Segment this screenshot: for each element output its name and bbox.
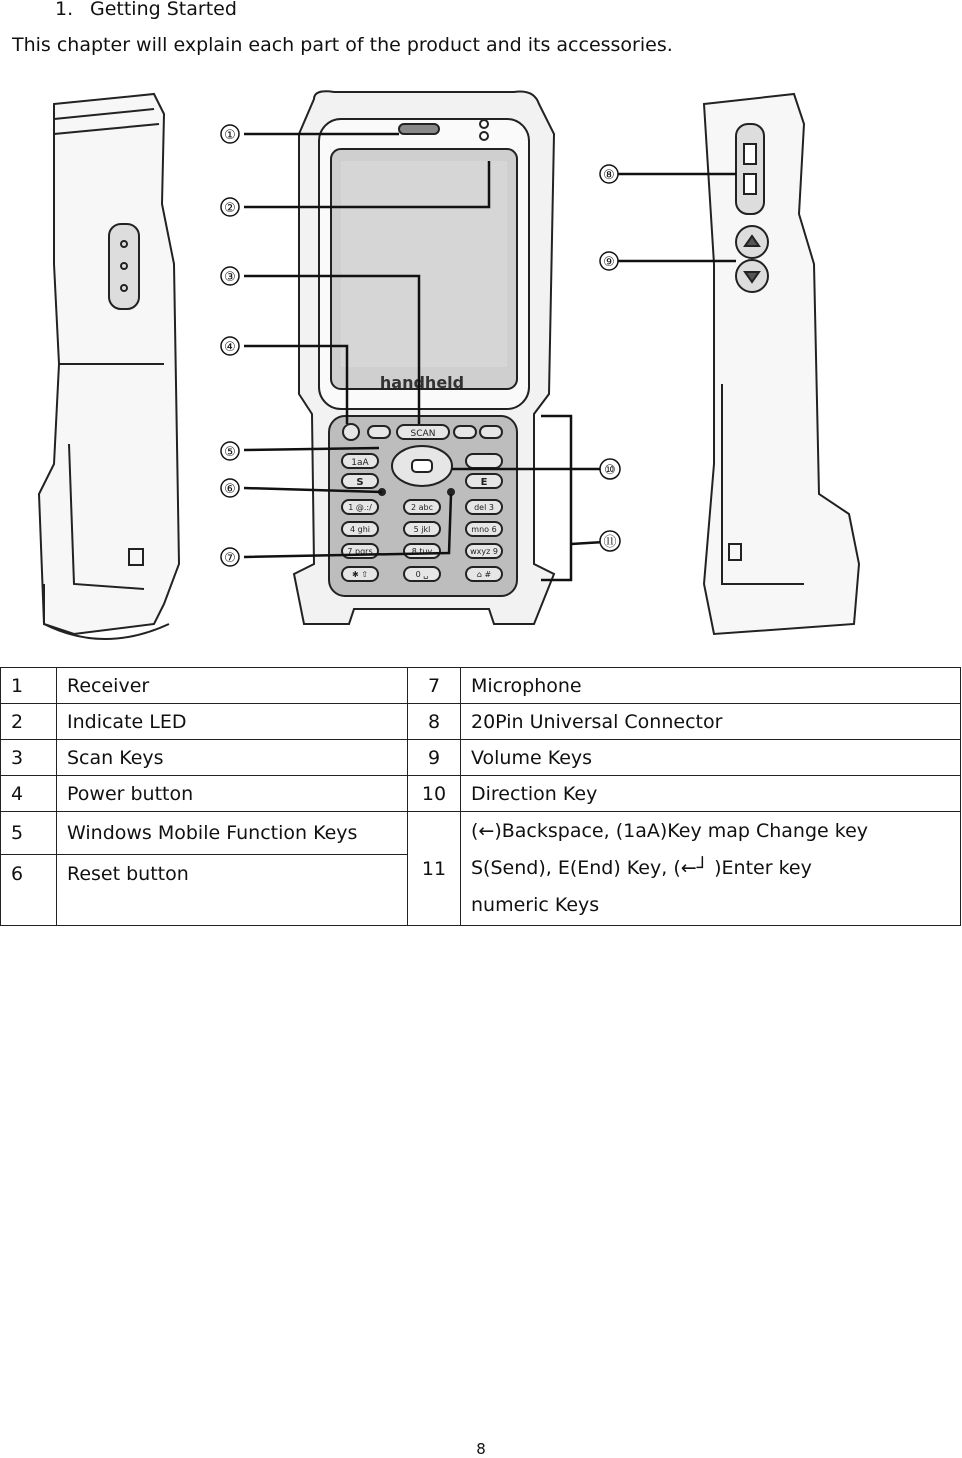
callout-3: ③ xyxy=(224,270,236,285)
description-line: (←)Backspace, (1aA)Key map Change key xyxy=(471,820,869,842)
backspace-key xyxy=(480,426,502,438)
key-3-label: del 3 xyxy=(474,503,494,512)
keymap-key-label: 1aA xyxy=(351,458,369,468)
page-number: 8 xyxy=(476,1440,486,1458)
part-number: 6 xyxy=(1,855,57,926)
power-key xyxy=(343,424,359,440)
section-title: Getting Started xyxy=(90,0,237,20)
key-6-label: mno 6 xyxy=(471,525,497,534)
key-0-label: 0 ␣ xyxy=(415,570,429,579)
callout-9: ⑨ xyxy=(603,255,615,270)
part-name: Receiver xyxy=(57,668,408,704)
brand-label: handheld xyxy=(379,373,465,392)
callout-7: ⑦ xyxy=(224,551,236,566)
part-number: 1 xyxy=(1,668,57,704)
function-key-right xyxy=(454,426,476,438)
scan-key-label: SCAN xyxy=(410,429,436,439)
part-name: Microphone xyxy=(461,668,961,704)
table-row xyxy=(1,776,961,812)
callout-8: ⑧ xyxy=(603,168,615,183)
part-number: 11 xyxy=(408,812,461,926)
part-number: 9 xyxy=(408,740,461,776)
table-row xyxy=(1,704,961,740)
front-view xyxy=(294,91,554,624)
callout-1: ① xyxy=(224,128,236,143)
table-row xyxy=(1,740,961,776)
part-name: 20Pin Universal Connector xyxy=(461,704,961,740)
function-key-left xyxy=(368,426,390,438)
table-row xyxy=(1,668,961,704)
left-side-view xyxy=(39,94,179,639)
part-number: 5 xyxy=(1,812,57,855)
part-name: Indicate LED xyxy=(57,704,408,740)
part-number: 8 xyxy=(408,704,461,740)
section-heading xyxy=(55,0,237,20)
key-7-label: 7 pqrs xyxy=(347,547,373,556)
key-5-label: 5 jkl xyxy=(413,525,431,534)
send-key-label: S xyxy=(356,477,364,488)
part-number: 10 xyxy=(408,776,461,812)
callout-4: ④ xyxy=(224,340,236,355)
part-number: 3 xyxy=(1,740,57,776)
part-number: 7 xyxy=(408,668,461,704)
key-hash-label: ⌂ # xyxy=(476,570,492,579)
section-number: 1. xyxy=(55,0,74,20)
part-description-multiline xyxy=(461,812,961,926)
description-line: S(Send), E(End) Key, (←┘ )Enter key xyxy=(471,857,812,879)
part-number: 2 xyxy=(1,704,57,740)
callout-6: ⑥ xyxy=(224,482,236,497)
part-name: Scan Keys xyxy=(57,740,408,776)
end-key-label: E xyxy=(480,477,488,488)
key-9-label: wxyz 9 xyxy=(470,547,498,556)
device-figure xyxy=(14,64,874,656)
parts-table xyxy=(0,667,961,926)
part-name: Volume Keys xyxy=(461,740,961,776)
part-name: Power button xyxy=(57,776,408,812)
callout-2: ② xyxy=(224,201,236,216)
part-number: 4 xyxy=(1,776,57,812)
key-4-label: 4 ghi xyxy=(349,525,371,534)
part-name: Windows Mobile Function Keys xyxy=(57,812,408,855)
key-1-label: 1 @.:/ xyxy=(348,503,372,512)
callout-11: ⑪ xyxy=(603,535,617,550)
description-line: numeric Keys xyxy=(471,894,600,916)
enter-key xyxy=(466,454,502,468)
intro-paragraph: This chapter will explain each part of the product and its accessories. xyxy=(12,34,673,56)
key-8-label: 8 tuv xyxy=(411,547,433,556)
part-name: Reset button xyxy=(57,855,408,926)
key-star-label: ✱ ⇧ xyxy=(352,570,368,579)
callout-5: ⑤ xyxy=(224,445,236,460)
table-row xyxy=(1,812,961,855)
key-2-label: 2 abc xyxy=(410,503,434,512)
callout-10: ⑩ xyxy=(604,463,616,478)
part-name: Direction Key xyxy=(461,776,961,812)
